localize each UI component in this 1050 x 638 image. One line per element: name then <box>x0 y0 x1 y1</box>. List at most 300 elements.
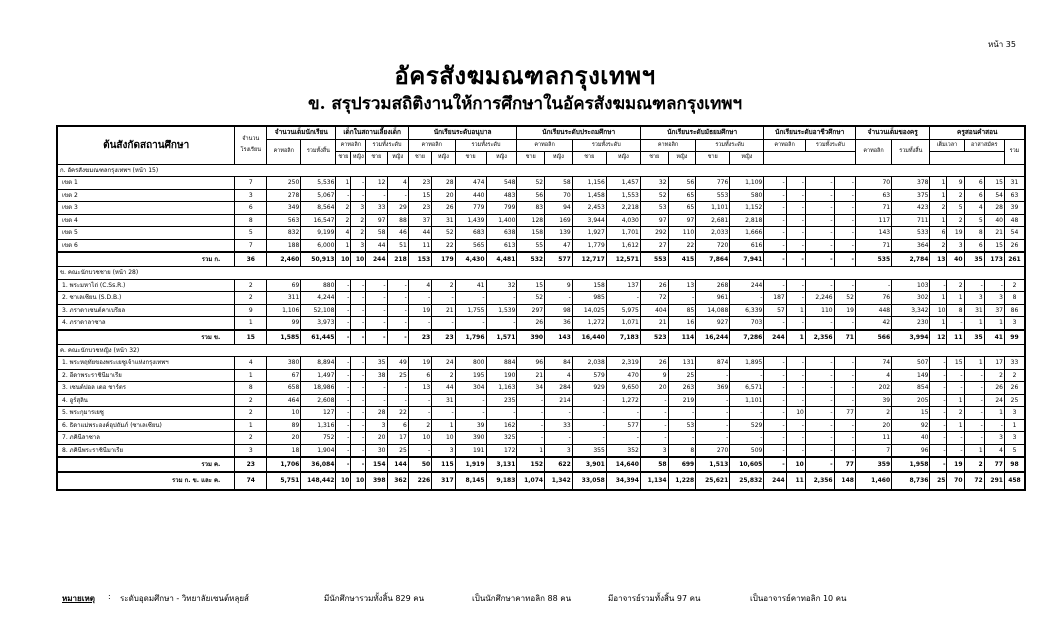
table-cell: 7,183 <box>606 330 640 345</box>
subheader-catholic: คาทอลิก <box>336 139 366 152</box>
table-cell: 11 <box>408 239 431 252</box>
table-cell: - <box>517 419 545 432</box>
table-cell: 244 <box>366 252 387 267</box>
subheader-male: ชาย <box>408 152 431 165</box>
table-cell: - <box>387 394 408 407</box>
table-cell: - <box>786 214 805 227</box>
table-cell: - <box>855 279 891 292</box>
table-cell: 17 <box>387 432 408 445</box>
table-cell: 6 <box>408 369 431 382</box>
table-cell: - <box>351 457 366 472</box>
table-cell: - <box>930 369 947 382</box>
table-cell: 3 <box>947 239 964 252</box>
table-cell: 86 <box>1004 304 1025 317</box>
table-cell: 21 <box>640 317 668 330</box>
table-cell: 3 <box>1004 432 1025 445</box>
table-cell: 10 <box>408 432 431 445</box>
table-cell: 5,067 <box>301 189 336 202</box>
subtotal-label: รวม ค. <box>57 457 235 472</box>
table-cell: 8 <box>947 304 964 317</box>
table-cell: - <box>366 304 387 317</box>
table-cell: 31 <box>964 304 984 317</box>
table-cell: 33,058 <box>572 472 606 490</box>
table-cell: 218 <box>387 252 408 267</box>
table-cell: - <box>366 189 387 202</box>
table-cell: - <box>805 279 834 292</box>
subtotal-row <box>57 457 1025 472</box>
table-cell: - <box>432 292 455 305</box>
table-cell: 711 <box>892 214 930 227</box>
table-cell: 11 <box>786 472 805 490</box>
table-cell: 35 <box>964 330 984 345</box>
table-cell: - <box>764 189 786 202</box>
table-cell: 25 <box>930 472 947 490</box>
table-cell: 9,183 <box>486 472 517 490</box>
table-cell: 311 <box>267 292 301 305</box>
table-cell: 380 <box>267 357 301 370</box>
table-cell: 2,038 <box>572 357 606 370</box>
table-cell: 187 <box>764 292 786 305</box>
table-cell: 533 <box>892 227 930 240</box>
table-cell: - <box>351 304 366 317</box>
table-cell: 31 <box>432 394 455 407</box>
table-cell: 278 <box>267 189 301 202</box>
table-cell: 325 <box>486 432 517 445</box>
table-row <box>57 407 1025 420</box>
table-cell: 390 <box>517 330 545 345</box>
table-cell: - <box>834 419 855 432</box>
table-cell: 2 <box>984 369 1004 382</box>
table-cell: 35 <box>964 252 984 267</box>
table-cell: 3,131 <box>486 457 517 472</box>
table-cell: 2,218 <box>606 202 640 215</box>
table-cell: 25 <box>1004 394 1025 407</box>
table-cell: 34 <box>517 382 545 395</box>
table-cell: - <box>336 432 351 445</box>
subheader-sum: รวม <box>1004 139 1025 164</box>
table-cell: 28 <box>432 177 455 190</box>
table-cell: 10,605 <box>730 457 764 472</box>
table-cell: 1,228 <box>668 472 696 490</box>
table-cell: 3,994 <box>892 330 930 345</box>
table-cell: 1 <box>336 239 351 252</box>
table-cell: 36,084 <box>301 457 336 472</box>
subheader-male: ชาย <box>696 152 730 165</box>
table-cell: 52 <box>517 292 545 305</box>
table-cell: - <box>786 227 805 240</box>
subheader-male: ชาย <box>455 152 486 165</box>
table-cell: - <box>366 317 387 330</box>
table-cell: 292 <box>640 227 668 240</box>
table-row <box>57 304 1025 317</box>
table-cell: 22 <box>668 239 696 252</box>
table-cell: - <box>336 457 351 472</box>
table-cell: 2 <box>235 432 267 445</box>
table-cell: 92 <box>892 419 930 432</box>
row-label: 5. พระกุมารเยซู <box>57 407 235 420</box>
table-row <box>57 214 1025 227</box>
table-cell: 38 <box>366 369 387 382</box>
table-cell: 65 <box>668 189 696 202</box>
table-cell: - <box>805 432 834 445</box>
table-cell: - <box>764 279 786 292</box>
table-cell: - <box>387 330 408 345</box>
table-cell: 297 <box>517 304 545 317</box>
table-cell: 244 <box>764 330 786 345</box>
table-cell: 349 <box>267 202 301 215</box>
table-cell: 2 <box>235 279 267 292</box>
table-cell: 148,442 <box>301 472 336 490</box>
page-subtitle: ข. สรุปรวมสถิติงานให้การศึกษาในอัครสังฆมณฑลกรุงเทพฯ <box>307 94 743 114</box>
subheader-female: หญิง <box>606 152 640 165</box>
table-cell: 1,163 <box>486 382 517 395</box>
table-cell: - <box>764 202 786 215</box>
table-cell: 2 <box>947 189 964 202</box>
table-cell: 2 <box>336 202 351 215</box>
table-cell: - <box>351 394 366 407</box>
table-cell: 1 <box>964 444 984 457</box>
table-cell: 139 <box>545 227 573 240</box>
table-cell: 3,342 <box>892 304 930 317</box>
group-header-row <box>57 344 1025 357</box>
table-cell: 776 <box>696 177 730 190</box>
table-cell: 53 <box>668 419 696 432</box>
table-cell: 15 <box>984 177 1004 190</box>
table-cell: - <box>834 214 855 227</box>
table-cell: 71 <box>855 202 891 215</box>
table-cell: 263 <box>668 382 696 395</box>
table-cell: - <box>387 317 408 330</box>
table-row <box>57 189 1025 202</box>
table-cell: 1,439 <box>455 214 486 227</box>
subheader-catholic: คาทอลิก <box>517 139 572 152</box>
table-cell: - <box>930 394 947 407</box>
table-cell: 158 <box>517 227 545 240</box>
table-cell: - <box>668 407 696 420</box>
table-cell: 2 <box>1004 279 1025 292</box>
table-cell: 4 <box>964 202 984 215</box>
table-cell: - <box>805 407 834 420</box>
table-cell: 97 <box>640 214 668 227</box>
table-cell: 3 <box>366 419 387 432</box>
table-cell: 72 <box>640 292 668 305</box>
note-students-total: มีนักศึกษารวมทั้งสิ้น 829 คน <box>324 594 425 603</box>
table-cell: 10 <box>432 432 455 445</box>
table-cell: 103 <box>892 279 930 292</box>
table-cell: 8 <box>235 214 267 227</box>
table-cell: - <box>764 252 786 267</box>
table-cell: 1,701 <box>606 227 640 240</box>
table-cell: 25,832 <box>730 472 764 490</box>
table-row <box>57 177 1025 190</box>
table-cell: - <box>696 369 730 382</box>
table-cell: 40 <box>984 214 1004 227</box>
table-cell: - <box>786 189 805 202</box>
table-cell: - <box>387 189 408 202</box>
table-cell: 32 <box>486 279 517 292</box>
table-cell: 69 <box>267 279 301 292</box>
table-cell: 8 <box>964 227 984 240</box>
subheader-male: ชาย <box>517 152 545 165</box>
table-cell: 7,864 <box>696 252 730 267</box>
table-cell: 72 <box>964 472 984 490</box>
row-label: เขต 6 <box>57 239 235 252</box>
row-label: 2. อีดาพระราชินีมาเรีย <box>57 369 235 382</box>
table-cell: - <box>351 357 366 370</box>
table-cell: - <box>984 279 1004 292</box>
table-cell: 1,457 <box>606 177 640 190</box>
subheader-total-all: รวมทั้งสิ้น <box>301 139 336 164</box>
table-cell: 4 <box>387 177 408 190</box>
table-cell: 20 <box>855 419 891 432</box>
table-cell: - <box>834 252 855 267</box>
table-cell: - <box>336 394 351 407</box>
table-cell: 3 <box>235 444 267 457</box>
table-cell: 40 <box>892 432 930 445</box>
table-cell: 65 <box>668 202 696 215</box>
table-cell: - <box>408 444 431 457</box>
table-cell: - <box>517 394 545 407</box>
table-cell: - <box>764 432 786 445</box>
table-cell: - <box>805 382 834 395</box>
table-cell: - <box>805 189 834 202</box>
table-cell: 7,941 <box>730 252 764 267</box>
table-cell: 29 <box>387 202 408 215</box>
subheader-female: หญิง <box>351 152 366 165</box>
table-cell: - <box>786 382 805 395</box>
subheader-catholic: คาทอลิก <box>855 139 891 164</box>
table-cell: 7 <box>855 444 891 457</box>
table-row <box>57 382 1025 395</box>
table-row <box>57 419 1025 432</box>
table-cell: 23 <box>408 202 431 215</box>
table-cell: 56 <box>668 177 696 190</box>
table-cell: - <box>336 369 351 382</box>
table-cell: - <box>486 407 517 420</box>
table-cell: 2,356 <box>805 330 834 345</box>
table-cell: 1,101 <box>696 202 730 215</box>
table-cell: 616 <box>730 239 764 252</box>
group-label: ข. คณะนักบวชชาย (หน้า 28) <box>57 267 1025 280</box>
table-cell: - <box>764 457 786 472</box>
table-cell: - <box>764 419 786 432</box>
table-cell: - <box>366 330 387 345</box>
table-cell: - <box>432 407 455 420</box>
table-cell: 5 <box>964 214 984 227</box>
table-cell: 1,539 <box>486 304 517 317</box>
table-row <box>57 202 1025 215</box>
table-cell: 63 <box>855 189 891 202</box>
table-cell: 4,481 <box>486 252 517 267</box>
table-cell: 2,246 <box>805 292 834 305</box>
table-cell: - <box>517 407 545 420</box>
table-cell: 19 <box>834 304 855 317</box>
table-cell: 2 <box>235 407 267 420</box>
table-cell: 304 <box>455 382 486 395</box>
table-cell: 26 <box>432 202 455 215</box>
table-cell: 179 <box>432 252 455 267</box>
table-cell: 1,272 <box>606 394 640 407</box>
table-cell: 2,356 <box>805 472 834 490</box>
table-cell: 250 <box>267 177 301 190</box>
table-cell: - <box>640 407 668 420</box>
table-cell: 28 <box>366 407 387 420</box>
table-cell: 464 <box>267 394 301 407</box>
table-cell: 577 <box>545 252 573 267</box>
subheader-male: ชาย <box>572 152 606 165</box>
table-cell: - <box>336 330 351 345</box>
table-cell: 1,342 <box>545 472 573 490</box>
table-cell: - <box>930 444 947 457</box>
table-cell: 5,975 <box>606 304 640 317</box>
table-cell: 15 <box>517 279 545 292</box>
group-label: ค. คณะนักบวชหญิง (หน้า 32) <box>57 344 1025 357</box>
table-cell: - <box>432 317 455 330</box>
table-cell: 1,156 <box>572 177 606 190</box>
table-cell: 4 <box>336 227 351 240</box>
table-cell: 15 <box>947 357 964 370</box>
table-cell: 188 <box>267 239 301 252</box>
subheader-volunteer: อาสาสมัคร <box>964 139 1004 152</box>
table-cell: - <box>964 407 984 420</box>
table-cell: 1 <box>235 369 267 382</box>
subheader-catholic: คาทอลิก <box>764 139 806 152</box>
table-cell: 3 <box>351 239 366 252</box>
table-cell: - <box>947 432 964 445</box>
table-cell: 144 <box>387 457 408 472</box>
table-cell: 1 <box>984 407 1004 420</box>
table-cell: 4 <box>545 369 573 382</box>
table-cell: 190 <box>486 369 517 382</box>
table-cell: - <box>517 432 545 445</box>
table-cell: 2 <box>947 214 964 227</box>
table-cell: 398 <box>366 472 387 490</box>
table-cell: 143 <box>545 330 573 345</box>
table-cell: - <box>805 394 834 407</box>
table-cell: 15 <box>984 239 1004 252</box>
table-cell: 74 <box>235 472 267 490</box>
table-cell: - <box>351 382 366 395</box>
subheader-female: หญิง <box>486 152 517 165</box>
table-cell: 19 <box>408 304 431 317</box>
table-cell: 50,913 <box>301 252 336 267</box>
table-cell: 1,106 <box>267 304 301 317</box>
table-row <box>57 239 1025 252</box>
subheader-male: ชาย <box>336 152 351 165</box>
table-cell: 1,796 <box>455 330 486 345</box>
table-cell: 5 <box>235 227 267 240</box>
table-cell: 19 <box>947 457 964 472</box>
table-cell: 9,650 <box>606 382 640 395</box>
table-cell: 6,571 <box>730 382 764 395</box>
table-cell: 2 <box>1004 369 1025 382</box>
table-cell: - <box>786 419 805 432</box>
group-label: ก. อัครสังฆมณฑลกรุงเทพฯ (หน้า 15) <box>57 164 1025 177</box>
table-cell: 3 <box>1004 317 1025 330</box>
table-cell: - <box>351 317 366 330</box>
table-cell: 415 <box>668 252 696 267</box>
table-cell: 71 <box>855 239 891 252</box>
table-cell: - <box>786 369 805 382</box>
table-cell: - <box>351 444 366 457</box>
table-cell: 6,339 <box>730 304 764 317</box>
table-cell: 46 <box>387 227 408 240</box>
table-cell: 33 <box>1004 357 1025 370</box>
table-cell: - <box>984 419 1004 432</box>
table-cell: - <box>572 407 606 420</box>
table-cell: 448 <box>855 304 891 317</box>
row-label: 4. ภราดาลาซาล <box>57 317 235 330</box>
table-cell: 720 <box>696 239 730 252</box>
header-primary: นักเรียนระดับประถมศึกษา <box>517 126 640 139</box>
table-cell: 1,101 <box>730 394 764 407</box>
table-cell: 3 <box>1004 407 1025 420</box>
table-cell: 2,033 <box>696 227 730 240</box>
table-cell: - <box>805 202 834 215</box>
table-cell: - <box>930 432 947 445</box>
header-vocational: นักเรียนระดับอาชีวศึกษา <box>764 126 856 139</box>
table-cell: 1 <box>517 444 545 457</box>
table-cell: 52 <box>834 292 855 305</box>
subheader-male: ชาย <box>366 152 387 165</box>
table-cell: 110 <box>805 304 834 317</box>
table-cell: 19 <box>408 357 431 370</box>
table-cell: 563 <box>267 214 301 227</box>
group-header-row <box>57 267 1025 280</box>
table-cell: 114 <box>668 330 696 345</box>
table-row <box>57 292 1025 305</box>
table-cell: 529 <box>730 419 764 432</box>
table-cell: 1 <box>786 304 805 317</box>
table-cell: - <box>834 382 855 395</box>
table-cell: - <box>336 317 351 330</box>
table-cell: 37 <box>408 214 431 227</box>
table-cell: 39 <box>1004 202 1025 215</box>
table-cell: - <box>366 382 387 395</box>
table-cell: 355 <box>572 444 606 457</box>
table-cell: 832 <box>267 227 301 240</box>
table-cell: 4 <box>408 279 431 292</box>
table-cell: 658 <box>267 382 301 395</box>
table-cell: 16 <box>668 317 696 330</box>
table-cell: 261 <box>1004 252 1025 267</box>
table-cell: 317 <box>432 472 455 490</box>
table-cell: 27 <box>640 239 668 252</box>
table-cell: 1,460 <box>855 472 891 490</box>
note-teachers-total: มีอาจารย์รวมทั้งสิ้น 97 คน <box>608 594 701 603</box>
table-cell: 31 <box>1004 177 1025 190</box>
table-cell: 18 <box>267 444 301 457</box>
table-cell: 884 <box>486 357 517 370</box>
table-cell: 2 <box>947 279 964 292</box>
table-row <box>57 317 1025 330</box>
table-cell: - <box>606 292 640 305</box>
table-cell: 152 <box>517 457 545 472</box>
table-cell: 270 <box>696 444 730 457</box>
table-cell: - <box>572 394 606 407</box>
subtotal-label: รวม ข. <box>57 330 235 345</box>
table-cell: - <box>834 227 855 240</box>
table-row <box>57 357 1025 370</box>
table-cell: 2,681 <box>696 214 730 227</box>
table-cell: 34,394 <box>606 472 640 490</box>
row-label: 1. พระหฤทัยของพระเยซูเจ้าแห่งกรุงเทพฯ <box>57 357 235 370</box>
table-cell: - <box>455 407 486 420</box>
table-cell: 53 <box>640 202 668 215</box>
table-cell: 47 <box>545 239 573 252</box>
table-cell: - <box>764 394 786 407</box>
table-cell: 10 <box>930 304 947 317</box>
